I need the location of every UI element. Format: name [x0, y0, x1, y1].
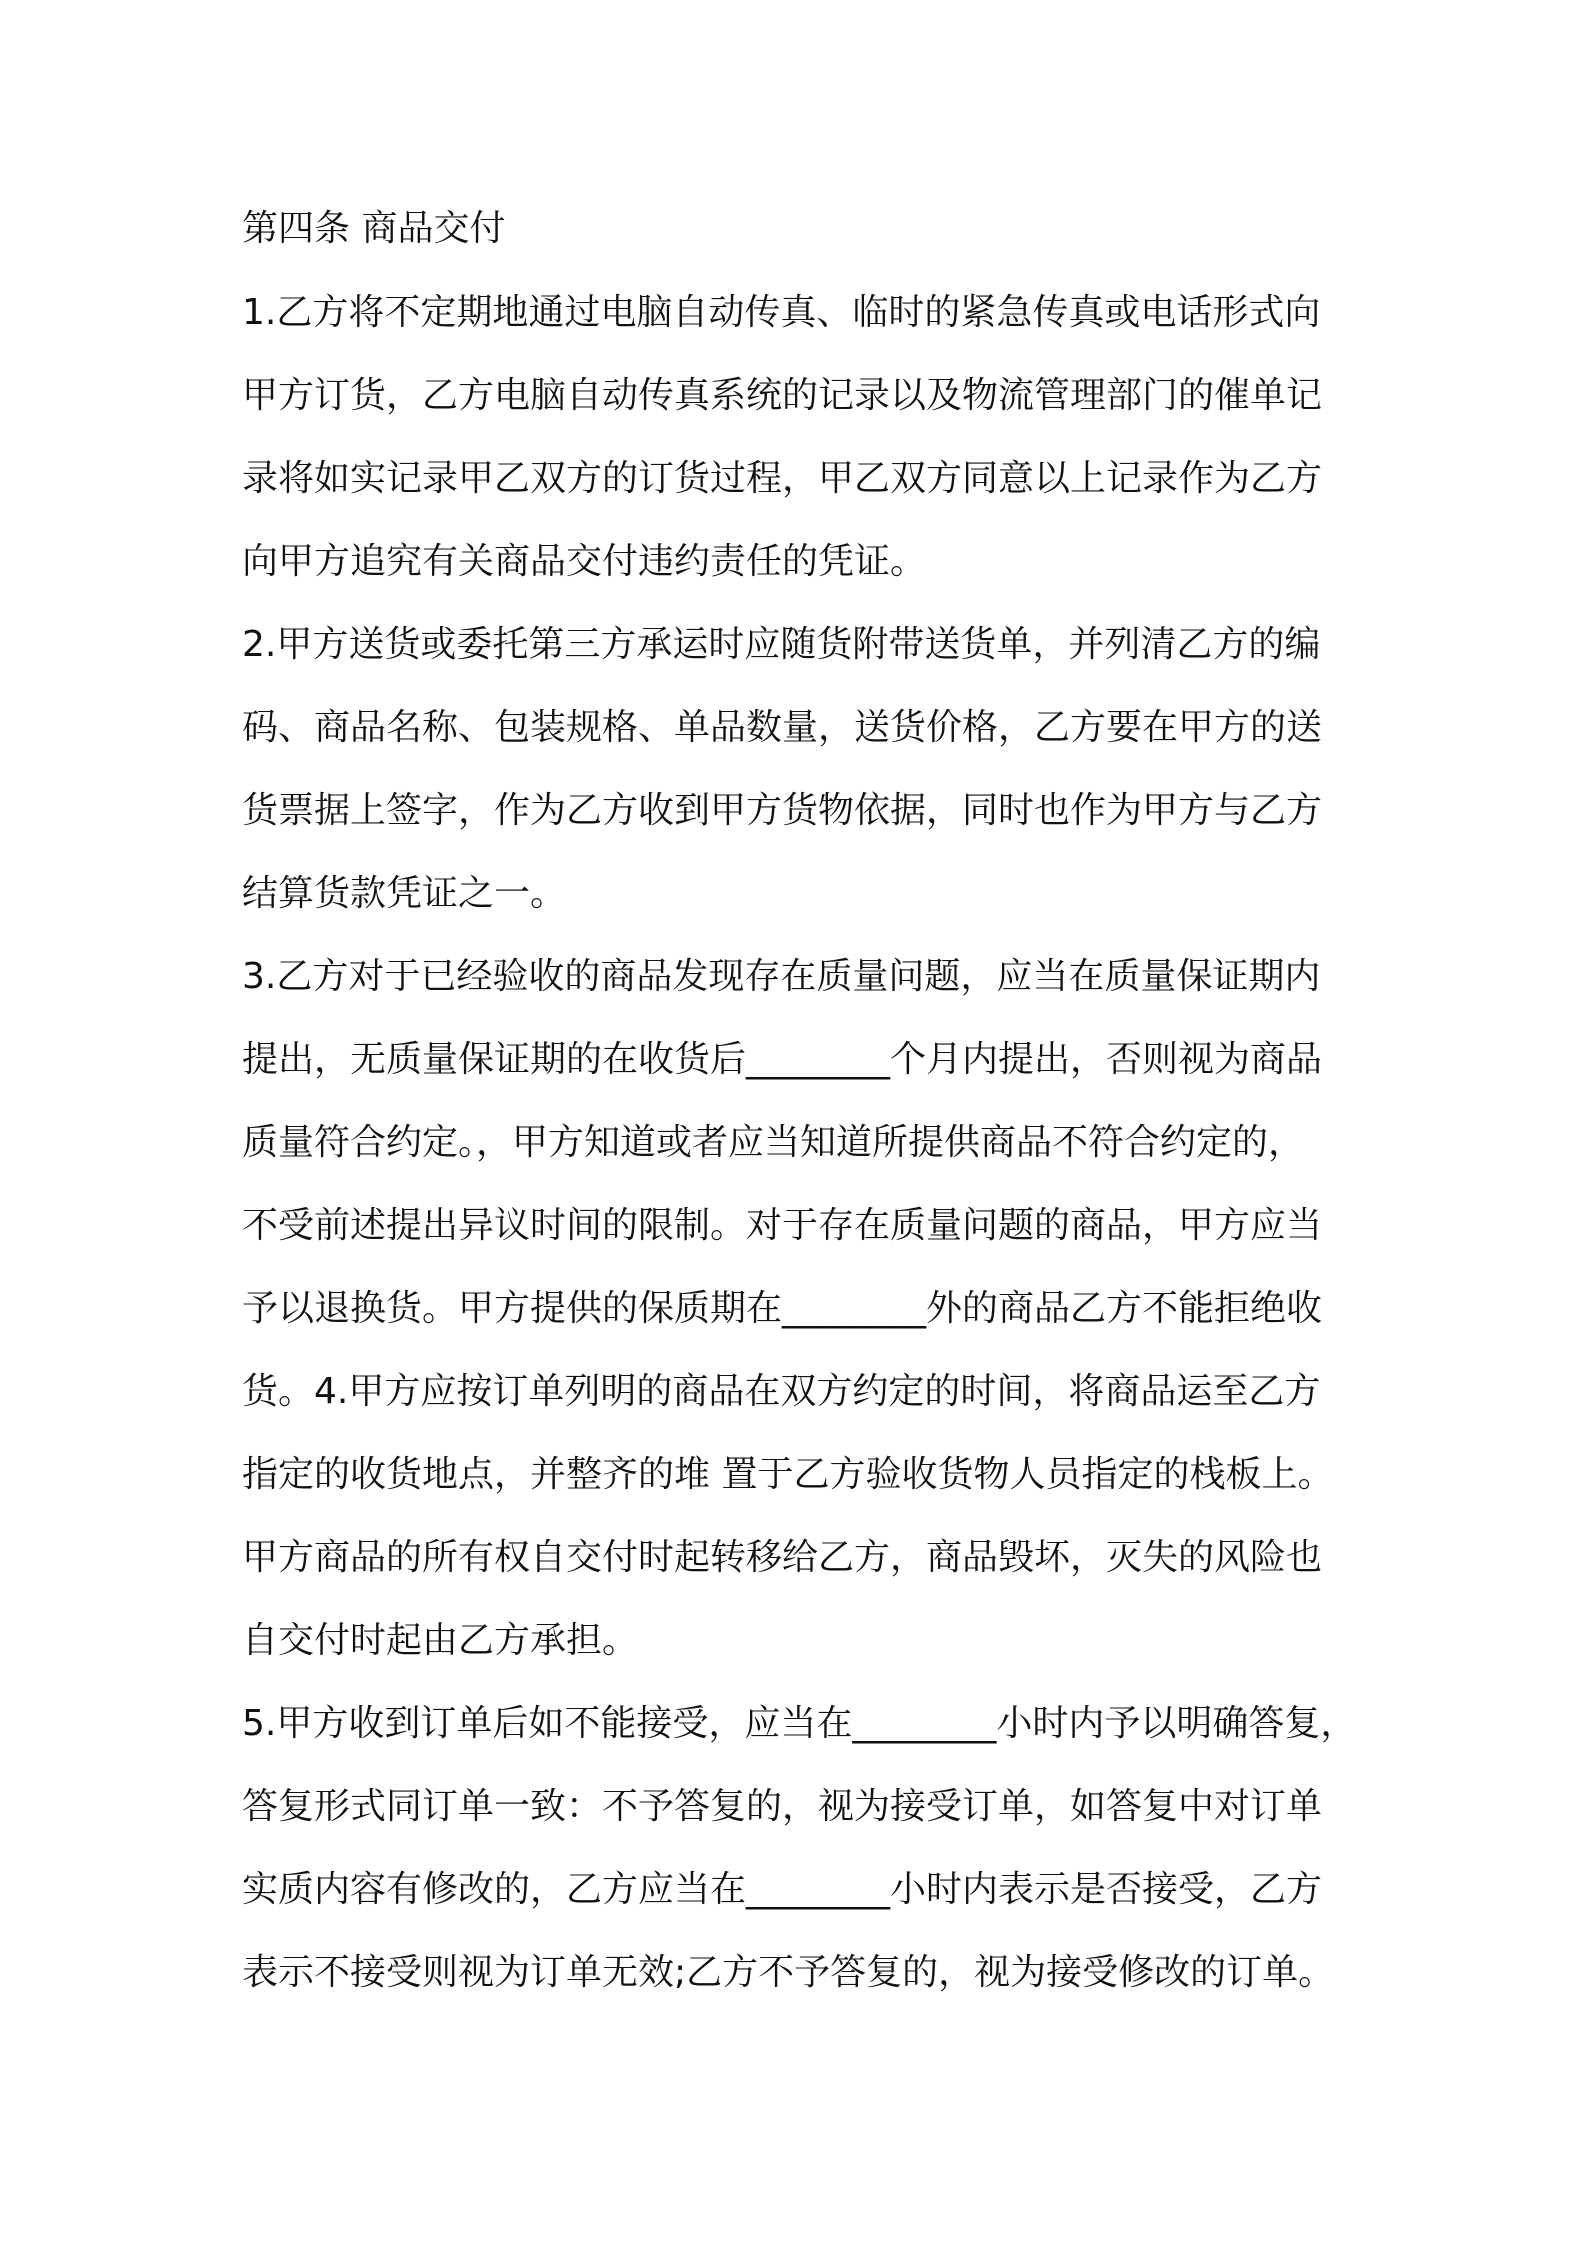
paragraph-line: 码、商品名称、包装规格、单品数量，送货价格，乙方要在甲方的送 [242, 707, 1323, 748]
paragraph-line: 5.甲方收到订单后如不能接受，应当在________小时内予以明确答复， [242, 1703, 1357, 1744]
paragraph-line: 表示不接受则视为订单无效;乙方不予答复的，视为接受修改的订单。 [242, 1952, 1335, 1993]
paragraph-line: 提出，无质量保证期的在收货后________个月内提出，否则视为商品 [242, 1039, 1323, 1080]
paragraph-line: 录将如实记录甲乙双方的订货过程，甲乙双方同意以上记录作为乙方 [242, 458, 1323, 499]
paragraph-line: 货。4.甲方应按订单列明的商品在双方约定的时间，将商品运至乙方 [242, 1371, 1321, 1412]
paragraph-line: 3.乙方对于已经验收的商品发现存在质量问题，应当在质量保证期内 [242, 956, 1321, 997]
paragraph-line: 货票据上签字，作为乙方收到甲方货物依据，同时也作为甲方与乙方 [242, 790, 1323, 831]
paragraph-line: 质量符合约定。，甲方知道或者应当知道所提供商品不符合约定的， [242, 1122, 1305, 1163]
paragraph-line: 答复形式同订单一致：不予答复的，视为接受订单，如答复中对订单 [242, 1786, 1323, 1827]
paragraph-line: 2.甲方送货或委托第三方承运时应随货附带送货单，并列清乙方的编 [242, 624, 1321, 665]
paragraph-line: 不受前述提出异议时间的限制。对于存在质量问题的商品，甲方应当 [242, 1205, 1323, 1246]
paragraph-line: 甲方商品的所有权自交付时起转移给乙方，商品毁坏，灭失的风险也 [242, 1537, 1323, 1578]
paragraph-line: 自交付时起由乙方承担。 [242, 1620, 639, 1661]
section-heading: 第四条 商品交付 [242, 208, 506, 249]
paragraph-line: 指定的收货地点，并整齐的堆 置于乙方验收货物人员指定的栈板上。 [242, 1454, 1334, 1495]
paragraph-line: 结算货款凭证之一。 [242, 873, 567, 914]
paragraph-line: 实质内容有修改的，乙方应当在________小时内表示是否接受，乙方 [242, 1869, 1323, 1910]
paragraph-line: 予以退换货。甲方提供的保质期在________外的商品乙方不能拒绝收 [242, 1288, 1323, 1329]
paragraph-line: 甲方订货，乙方电脑自动传真系统的记录以及物流管理部门的催单记 [242, 375, 1323, 416]
paragraph-line: 向甲方追究有关商品交付违约责任的凭证。 [242, 541, 927, 582]
paragraph-line: 1.乙方将不定期地通过电脑自动传真、临时的紧急传真或电话形式向 [242, 292, 1321, 333]
